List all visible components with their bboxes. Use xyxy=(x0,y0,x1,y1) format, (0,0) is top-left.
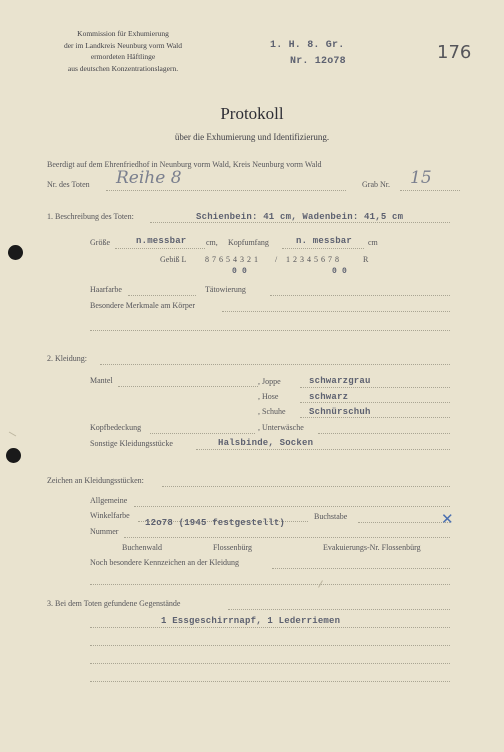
reference-line-2: Nr. 12o78 xyxy=(290,56,346,67)
teeth-r: R xyxy=(363,255,369,264)
burial-text: Beerdigt auf dem Ehrenfriedhof in Neunburg vorm Wald, Kreis Neunburg vorm Wald xyxy=(47,160,322,169)
punch-hole-top xyxy=(8,245,23,260)
teeth-marks-left: 0 0 xyxy=(232,267,248,276)
other-clothing-label: Sonstige Kleidungsstücke xyxy=(90,439,173,448)
section-2-heading: 2. Kleidung: xyxy=(47,354,87,363)
reference-line-1: 1. H. 8. Gr. xyxy=(270,40,345,51)
height-label: Größe xyxy=(90,238,110,247)
head-circumference-label: Kopfumfang xyxy=(228,238,269,247)
document-subtitle: über die Exhumierung und Identifizierung. xyxy=(174,132,330,142)
dead-number-label: Nr. des Toten xyxy=(47,180,90,189)
shoes-label: , Schuhe xyxy=(258,407,286,416)
jacket-value: schwarzgrau xyxy=(309,376,371,386)
hair-color-label: Haarfarbe xyxy=(90,285,122,294)
section-3-heading: 3. Bei dem Toten gefundene Gegenstände xyxy=(47,599,181,608)
page-number: 176 xyxy=(437,42,472,63)
jacket-label: , Joppe xyxy=(258,377,281,386)
evacuation-number-label: Evakuierungs-Nr. Flossenbürg xyxy=(323,543,421,552)
head-circumference-value: n. messbar xyxy=(296,236,353,246)
dead-number-value: Reihe 8 xyxy=(116,168,182,188)
punch-hole-bottom xyxy=(6,448,21,463)
teeth-right: 1 2 3 4 5 6 7 8 xyxy=(286,255,340,264)
shoes-value: Schnürschuh xyxy=(309,407,371,417)
commission-header xyxy=(48,28,198,74)
clothing-marks-heading: Zeichen an Kleidungsstücken: xyxy=(47,476,144,485)
number-label: Nummer xyxy=(90,527,119,536)
grave-number-label: Grab Nr. xyxy=(362,180,390,189)
grave-number-value: 15 xyxy=(410,168,432,188)
camp-flossenbuerg: Flossenbürg xyxy=(213,543,252,552)
teeth-separator: / xyxy=(275,255,278,264)
commission-line-2: der im Landkreis Neunburg vorm Wald xyxy=(63,40,183,50)
head-unit: cm xyxy=(368,238,378,247)
coat-label: Mantel xyxy=(90,376,113,385)
teeth-marks-right: 0 0 xyxy=(332,267,348,276)
underwear-label: , Unterwäsche xyxy=(258,423,304,432)
commission-line-3: ermordeten Häftlinge xyxy=(90,52,156,61)
trousers-label: , Hose xyxy=(258,392,279,401)
height-value: n.messbar xyxy=(136,236,187,246)
headwear-label: Kopfbedeckung xyxy=(90,423,142,432)
camp-buchenwald: Buchenwald xyxy=(122,543,162,552)
general-label: Allgemeine xyxy=(90,496,128,505)
angle-color-label: Winkelfarbe xyxy=(90,511,130,520)
section-1-heading: 1. Beschreibung des Toten: xyxy=(47,212,134,221)
document-title: Protokoll xyxy=(220,104,284,123)
other-clothing-value: Halsbinde, Socken xyxy=(218,438,314,448)
trousers-value: schwarz xyxy=(309,392,349,402)
description-value: Schienbein: 41 cm, Wadenbein: 41,5 cm xyxy=(196,212,404,222)
commission-line-4: aus deutschen Konzentrationslagern. xyxy=(67,63,179,73)
letter-label: Buchstabe xyxy=(314,512,348,521)
blue-cross-mark: ✕ xyxy=(441,510,454,528)
tattoo-label: Tätowierung xyxy=(205,285,246,294)
teeth-left: 8 7 6 5 4 3 2 1 xyxy=(205,255,259,264)
commission-line-1: Kommission für Exhumierung xyxy=(77,29,169,38)
height-unit: cm, xyxy=(206,238,218,247)
found-items-value: 1 Essgeschirrnapf, 1 Lederriemen xyxy=(161,616,341,626)
other-clothing-marks-label: Noch besondere Kennzeichen an der Kleidung xyxy=(90,558,240,567)
teeth-label: Gebiß L xyxy=(160,255,187,264)
number-value: 12o78 (1945 festgestellt) xyxy=(145,518,286,528)
special-marks-label: Besondere Merkmale am Körper xyxy=(90,301,196,310)
